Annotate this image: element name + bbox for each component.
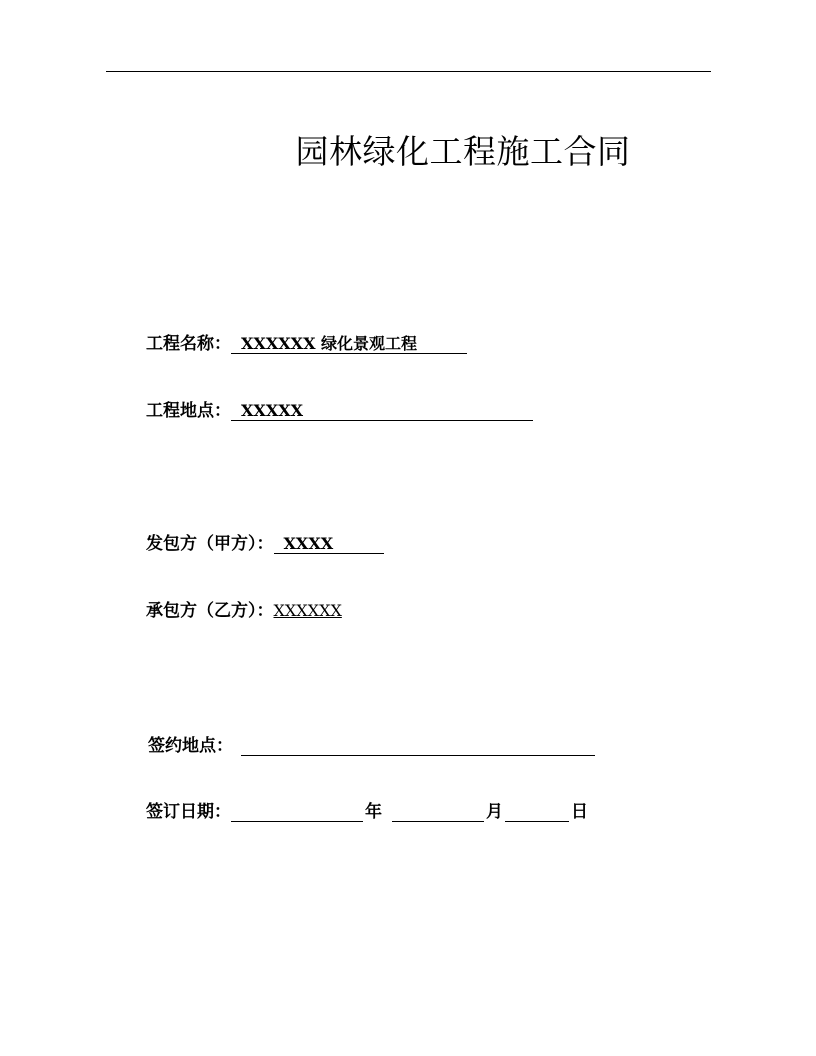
day-unit: 日 xyxy=(571,802,588,822)
party-b-row xyxy=(146,593,342,621)
document-title: 园林绿化工程施工合同 xyxy=(295,132,631,171)
signing-date-label: 签订日期： xyxy=(146,802,231,822)
signing-year-blank[interactable] xyxy=(231,802,363,822)
signing-month-blank[interactable] xyxy=(392,802,484,822)
header-rule xyxy=(106,71,711,72)
signing-date-row xyxy=(146,794,590,822)
project-name-row xyxy=(146,326,467,354)
signing-place-value[interactable] xyxy=(241,736,595,756)
project-location-row xyxy=(146,393,533,421)
project-location-label: 工程地点： xyxy=(146,401,231,421)
month-unit: 月 xyxy=(486,802,503,822)
party-a-value[interactable]: XXXX xyxy=(274,534,384,554)
signing-day-blank[interactable] xyxy=(505,802,569,822)
signing-place-row xyxy=(146,728,595,756)
party-b-value[interactable]: XXXXXX xyxy=(273,601,342,620)
party-a-row xyxy=(146,526,384,554)
party-a-label: 发包方（甲方）： xyxy=(146,534,274,554)
project-location-value[interactable]: XXXXX xyxy=(231,401,533,421)
signing-place-label: 签约地点： xyxy=(148,736,233,756)
year-unit: 年 xyxy=(365,802,382,822)
project-name-value[interactable]: XXXXXX 绿化景观工程 xyxy=(231,334,467,354)
project-name-label: 工程名称： xyxy=(146,334,231,354)
party-b-label: 承包方（乙方）： xyxy=(146,601,274,621)
